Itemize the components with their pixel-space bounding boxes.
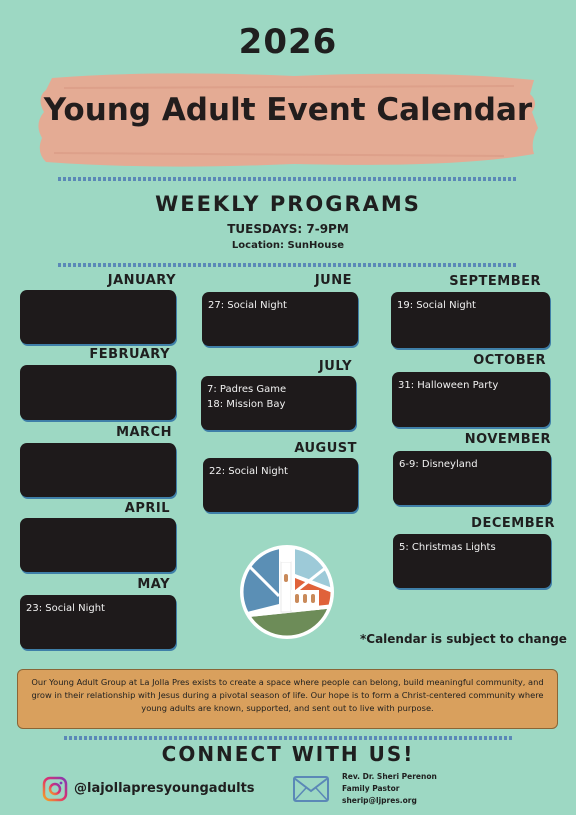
weekly-programs-time: TUESDAYS: 7-9PM <box>227 222 349 236</box>
month-label-february: FEBRUARY <box>89 347 170 362</box>
month-box-april <box>20 518 176 572</box>
event-item: 19: Social Night <box>397 300 476 311</box>
weekly-programs-location: Location: SunHouse <box>231 240 345 251</box>
month-box-march <box>20 443 176 497</box>
month-label-september: SEPTEMBER <box>449 274 541 289</box>
month-label-march: MARCH <box>116 425 172 440</box>
calendar-disclaimer: *Calendar is subject to change <box>360 632 567 646</box>
month-box-may <box>20 595 176 649</box>
instagram-icon[interactable] <box>42 776 68 802</box>
month-label-april: APRIL <box>124 501 170 516</box>
month-label-november: NOVEMBER <box>464 432 551 447</box>
contact-role: Family Pastor <box>342 784 400 793</box>
event-item: 22: Social Night <box>209 466 288 477</box>
divider-wave-top <box>58 177 516 181</box>
event-item: 27: Social Night <box>208 300 287 311</box>
contact-email[interactable]: sherip@ljpres.org <box>342 796 417 805</box>
event-item: 7: Padres Game <box>207 384 287 395</box>
month-box-august <box>203 458 358 512</box>
instagram-handle[interactable]: @lajollapresyoungadults <box>74 781 255 796</box>
mission-statement: Our Young Adult Group at La Jolla Pres exists to create a space where people can belong, build meaningful community, and grow in their relationship with Jesus during a pivotal season of life. Our hope is to form a Christ-centered community where young adults are known, supported, and sent out to live with purpose. <box>17 669 558 729</box>
month-label-may: MAY <box>137 577 170 592</box>
month-box-june <box>202 292 358 346</box>
weekly-programs-heading: WEEKLY PROGRAMS <box>155 192 421 216</box>
month-box-july <box>201 376 356 430</box>
event-item: 6-9: Disneyland <box>399 459 478 470</box>
month-label-july: JULY <box>318 359 352 374</box>
month-label-august: AUGUST <box>294 441 357 456</box>
divider-wave-middle <box>58 263 516 267</box>
month-label-october: OCTOBER <box>473 353 546 368</box>
month-box-december <box>393 534 551 588</box>
month-label-december: DECEMBER <box>471 516 555 531</box>
month-label-june: JUNE <box>314 273 352 288</box>
divider-wave-bottom <box>64 736 512 740</box>
church-logo <box>239 544 335 640</box>
month-box-october <box>392 372 550 427</box>
month-box-november <box>393 451 551 505</box>
mail-icon[interactable] <box>293 776 329 802</box>
month-box-september <box>391 292 550 348</box>
connect-heading: CONNECT WITH US! <box>161 742 415 766</box>
year-heading: 2026 <box>238 22 338 62</box>
month-box-february <box>20 365 176 420</box>
page-title: Young Adult Event Calendar <box>43 92 533 128</box>
event-item: 23: Social Night <box>26 603 105 614</box>
event-item: 5: Christmas Lights <box>399 542 496 553</box>
month-label-january: JANUARY <box>107 273 176 288</box>
contact-info <box>342 771 437 807</box>
contact-name: Rev. Dr. Sheri Perenon <box>342 772 437 781</box>
month-box-january <box>20 290 176 344</box>
event-item: 18: Mission Bay <box>207 399 286 410</box>
event-item: 31: Halloween Party <box>398 380 499 391</box>
